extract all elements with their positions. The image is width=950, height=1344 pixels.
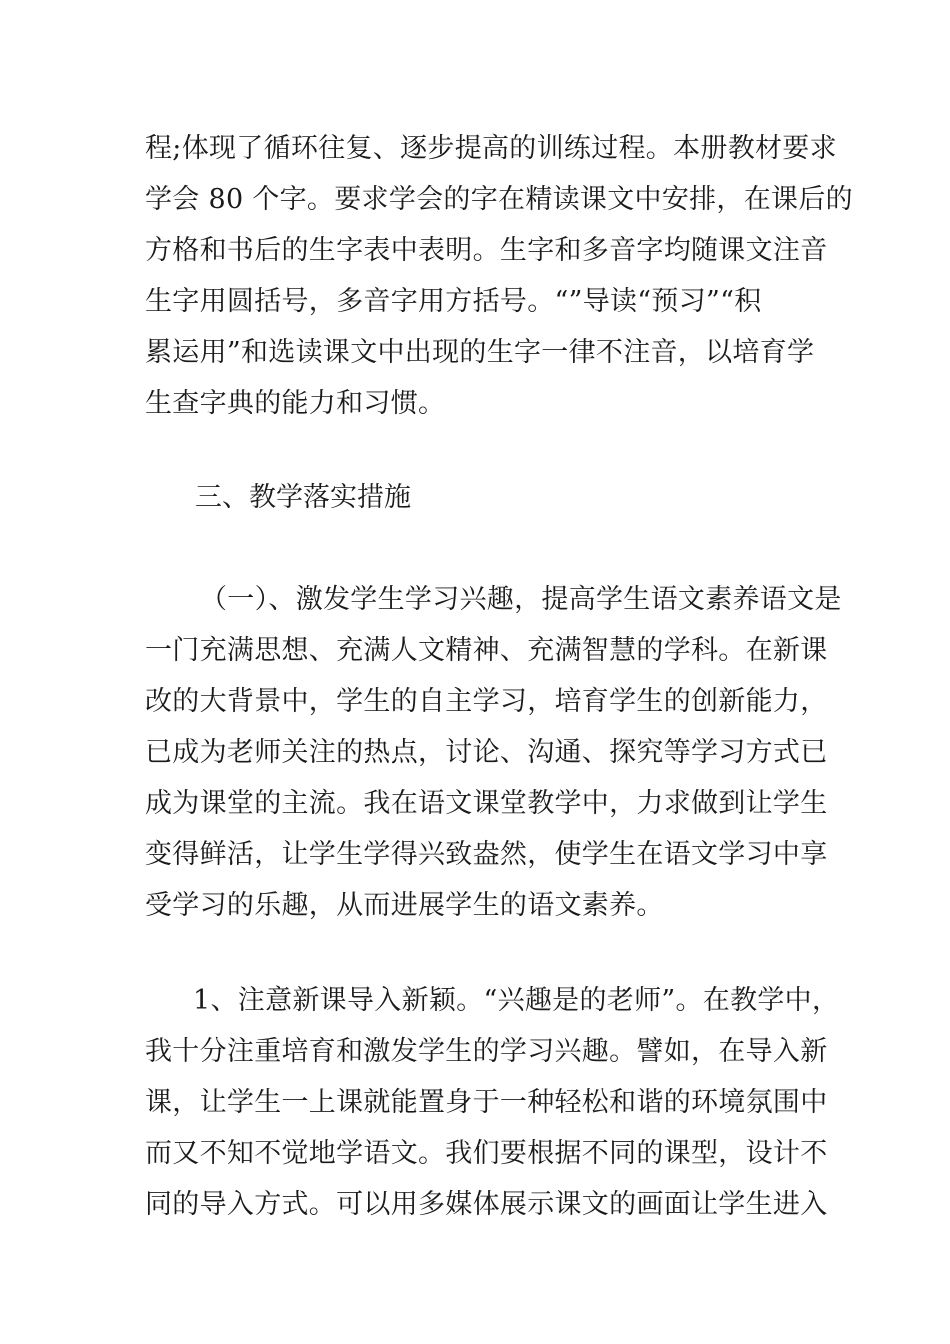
- text-line: 改的大背景中，学生的自主学习，培育学生的创新能力，: [145, 686, 828, 717]
- text-line: 生查字典的能力和习惯。: [145, 388, 446, 419]
- text-line: 受学习的乐趣，从而进展学生的语文素养。: [145, 890, 664, 921]
- section-heading: 三、教学落实措施: [195, 482, 411, 513]
- text-line: （一）、激发学生学习兴趣，提高学生语文素养语文是: [200, 584, 842, 615]
- text-line: 生字用圆括号，多音字用方括号。“”导读“预习”“积: [145, 286, 762, 317]
- text-line: 我十分注重培育和激发学生的学习兴趣。譬如，在导入新: [145, 1036, 828, 1067]
- text-line: 而又不知不觉地学语文。我们要根据不同的课型，设计不: [145, 1138, 828, 1169]
- paragraph-literacy-requirements: [145, 123, 853, 429]
- text-line: 方格和书后的生字表中表明。生字和多音字均随课文注音: [145, 235, 828, 266]
- text-line: 已成为老师关注的热点，讨论、沟通、探究等学习方式已: [145, 737, 828, 768]
- paragraph-stimulate-interest: [145, 574, 842, 931]
- text-line: 1、注意新课导入新颖。“兴趣是的老师”。在教学中，: [193, 985, 840, 1016]
- text-line: 学会 80 个字。要求学会的字在精读课文中安排，在课后的: [145, 184, 853, 215]
- text-line: 累运用”和选读课文中出现的生字一律不注音，以培育学: [145, 337, 815, 368]
- paragraph-lesson-introduction: [145, 975, 840, 1230]
- text-line: 变得鲜活，让学生学得兴致盎然，使学生在语文学习中享: [145, 839, 828, 870]
- text-line: 同的导入方式。可以用多媒体展示课文的画面让学生进入: [145, 1189, 828, 1220]
- text-line: 程;体现了循环往复、逐步提高的训练过程。本册教材要求: [145, 133, 837, 164]
- text-line: 一门充满思想、充满人文精神、充满智慧的学科。在新课: [145, 635, 828, 666]
- text-line: 课，让学生一上课就能置身于一种轻松和谐的环境氛围中: [145, 1087, 828, 1118]
- text-line: 成为课堂的主流。我在语文课堂教学中，力求做到让学生: [145, 788, 828, 819]
